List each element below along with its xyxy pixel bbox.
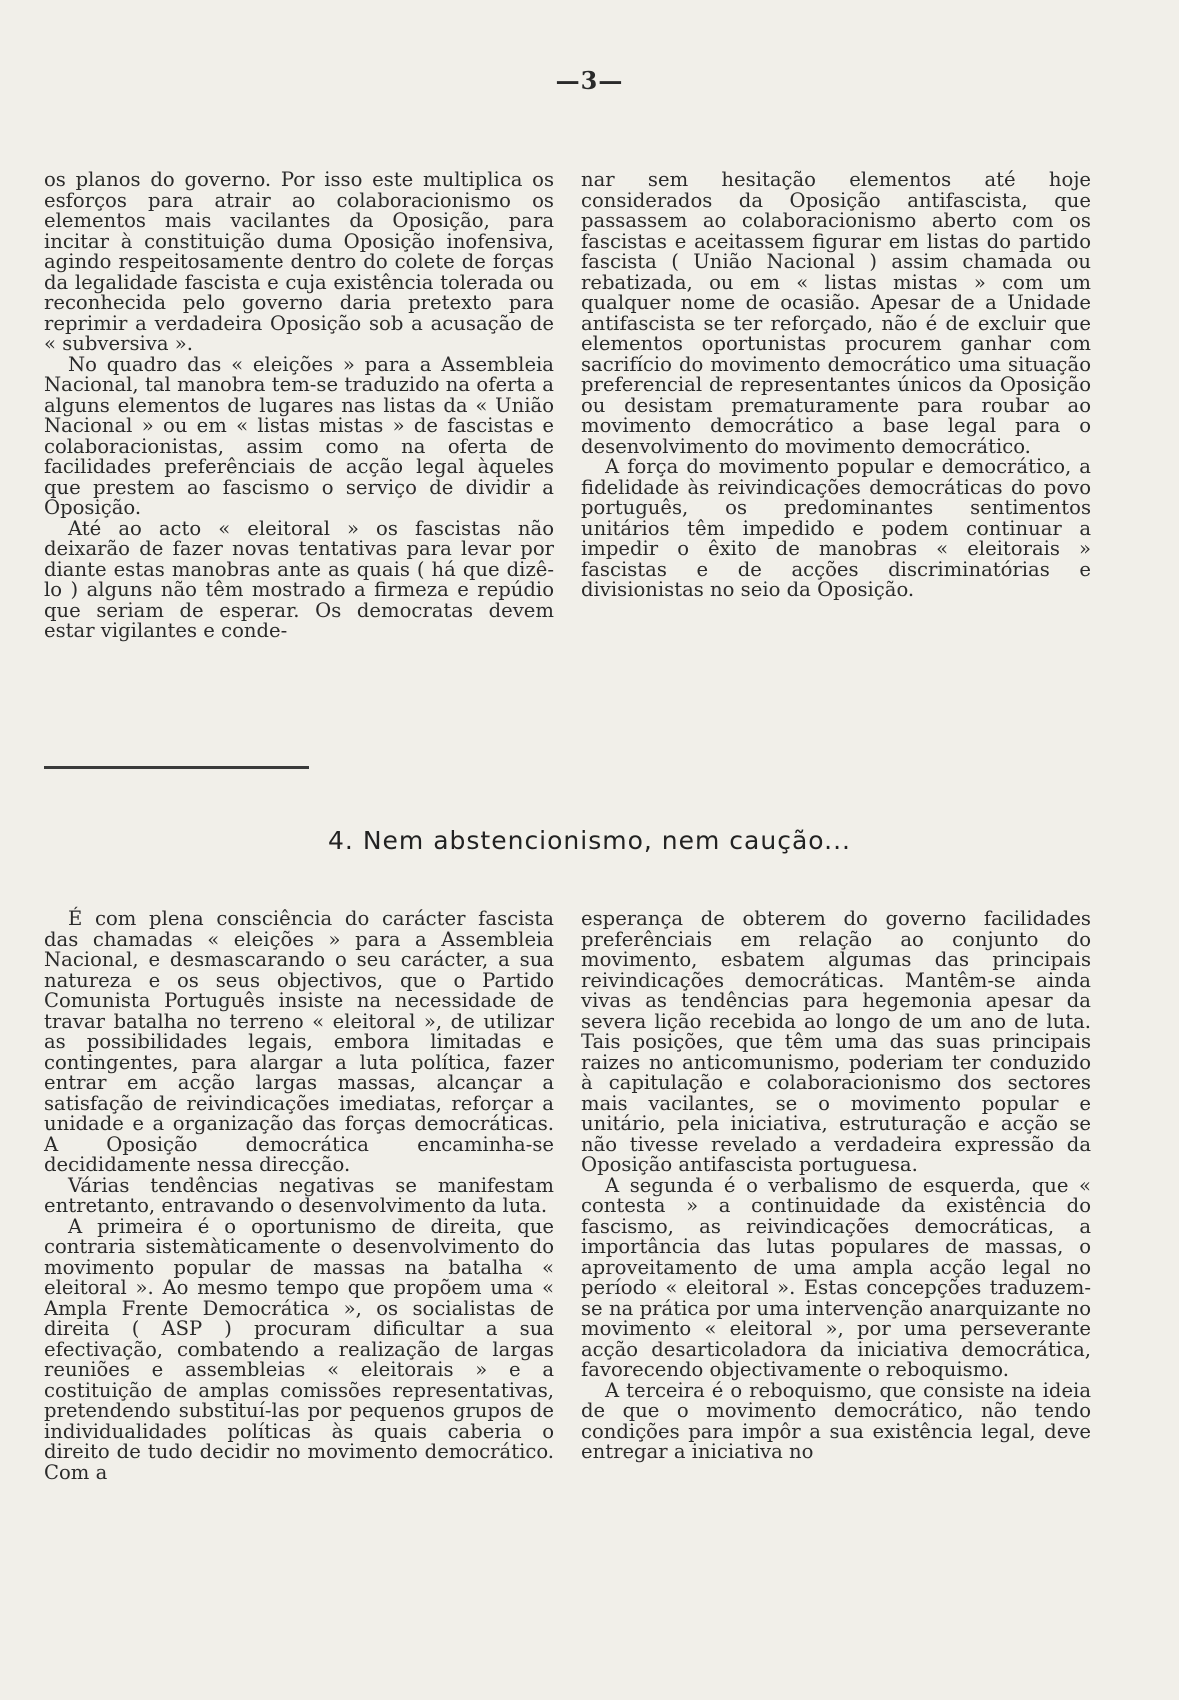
section-divider bbox=[44, 766, 309, 769]
paragraph: A segunda é o verbalismo de esquerda, que « contesta » a continuidade da existência do fascismo, as reivindicações democráticas, a importância das lutas populares de massas, o aproveitamento de uma ampla acção legal no período « eleitoral ». Estas concepções traduzem-se na prática por uma intervenção anarquizante no movimento « eleitoral », por uma perseverante acção desarticoladora da iniciativa democrática, favorecendo objectivamente o reboquismo. bbox=[581, 1173, 1091, 1381]
paragraph: esperança de obterem do governo facilidades preferênciais em relação ao conjunto do movimento, esbatem algumas das principais reivindicações democráticas. Mantêm-se ainda vivas as tendências para hegemonia apesar da severa lição recebida ao longo de um ano de luta. Tais posições, que têm uma das suas principais raizes no anticomunismo, poderiam ter conduzido à capitulação e colaboracionismo dos sectores mais vacilantes, se o movimento popular e unitário, pela iniciativa, estruturação e acção se não tivesse revelado a verdadeira expressão da Oposição antifascista portuguesa. bbox=[581, 907, 1091, 1176]
paragraph: A primeira é o oportunismo de direita, que contraria sistemàticamente o desenvolvimento do movimento popular de massas na batalha « eleitoral ». Ao mesmo tempo que propõem uma « Ampla Frente Democrática », os socialistas de direita ( ASP ) procuram dificultar a sua efectivação, combatendo a realização de largas reuniões e assembleias « eleitorais » e a costituição de amplas comissões representativas, pretendendo substituí-las por pequenos grupos de individualidades políticas às quais caberia o direito de tudo decidir no movimento democrático. Com a bbox=[44, 1214, 554, 1484]
paragraph: Até ao acto « eleitoral » os fascistas não deixarão de fazer novas tentativas para levar por diante estas manobras ante as quais ( há que dizê-lo ) alguns não têm mostrado a firmeza e repúdio que seriam de esperar. Os democratas devem estar vigilantes e conde- bbox=[44, 516, 554, 642]
paragraph: A terceira é o reboquismo, que consiste na ideia de que o movimento democrático, não tendo condições para impôr a sua existência legal, deve entregar a iniciativa no bbox=[581, 1378, 1091, 1463]
section-heading: 4. Nem abstencionismo, nem caução... bbox=[328, 826, 851, 855]
bottom-left-column bbox=[44, 909, 554, 1483]
paragraph: os planos do governo. Por isso este multiplica os esforços para atrair ao colaboracionismo os elementos mais vacilantes da Oposição, para incitar à constituição duma Oposição inofensiva, agindo respeitosamente dentro do colete de forças da legalidade fascista e cuja existência tolerada ou reconhecida pelo governo daria pretexto para reprimir a verdadeira Oposição sob a acusação de « subversiva ». bbox=[44, 168, 554, 355]
paragraph: A força do movimento popular e democrático, a fidelidade às reivindicações democráticas do povo português, os predominantes sentimentos unitários têm impedido e podem continuar a impedir o êxito de manobras « eleitorais » fascistas e de acções discriminatórias e divisionistas no seio da Oposição. bbox=[581, 455, 1091, 601]
top-right-column bbox=[581, 170, 1091, 601]
bottom-right-column bbox=[581, 909, 1091, 1463]
top-left-column bbox=[44, 170, 554, 642]
paragraph: É com plena consciência do carácter fascista das chamadas « eleições » para a Assembleia Nacional, e desmascarando o seu carácter, a sua natureza e os seus objectivos, que o Partido Comunista Português insiste na necessidade de travar batalha no terreno « eleitoral », de utilizar as possibilidades legais, embora limitadas e contingentes, para alargar a luta política, fazer entrar em acção largas massas, alcançar a satisfação de reivindicações imediatas, reforçar a unidade e a organização das forças democráticas. A Oposição democrática encaminha-se decididamente nessa direcção. bbox=[44, 907, 554, 1176]
paragraph: No quadro das « eleições » para a Assembleia Nacional, tal manobra tem-se traduzido na oferta a alguns elementos de lugares nas listas da « União Nacional » ou em « listas mistas » de fascistas e colaboracionistas, assim como na oferta de facilidades preferênciais de acção legal àqueles que prestem ao fascismo o serviço de dividir a Oposição. bbox=[44, 352, 554, 519]
paragraph: nar sem hesitação elementos até hoje considerados da Oposição antifascista, que passassem ao colaboracionismo aberto com os fascistas e aceitassem figurar em listas do partido fascista ( União Nacional ) assim chamada ou rebatizada, ou em « listas mistas » com um qualquer nome de ocasião. Apesar de a Unidade antifascista se ter reforçado, não é de excluir que elementos oportunistas procurem ganhar com sacrifício do movimento democrático uma situação preferencial de representantes únicos da Oposição ou desistam prematuramente para roubar ao movimento democrático a base legal para o desenvolvimento do movimento democrático. bbox=[581, 168, 1091, 458]
page-number: —3— bbox=[555, 66, 624, 95]
paragraph: Várias tendências negativas se manifestam entretanto, entravando o desenvolvimento da luta. bbox=[44, 1173, 554, 1217]
